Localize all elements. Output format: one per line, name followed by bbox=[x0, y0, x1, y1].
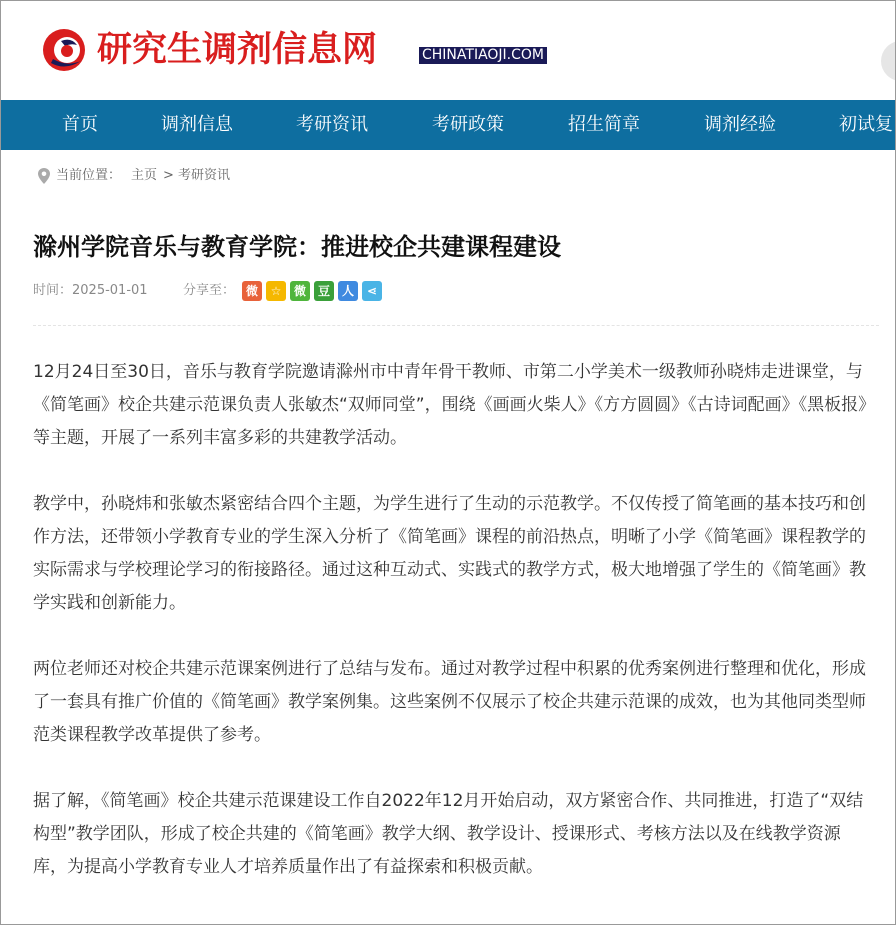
nav-item-kaoyan-news[interactable]: 考研资讯 bbox=[296, 114, 368, 135]
site-logo-text[interactable]: 研究生调剂信息网 bbox=[97, 30, 378, 70]
article-title: 滁州学院音乐与教育学院：推进校企共建课程建设 bbox=[33, 233, 561, 261]
article-time: 时间：2025-01-01 bbox=[33, 283, 148, 298]
breadcrumb-separator: > bbox=[163, 168, 174, 183]
main-nav bbox=[1, 100, 895, 150]
nav-item-admission-brochure[interactable]: 招生简章 bbox=[568, 114, 640, 135]
share-label: 分享至： bbox=[183, 283, 236, 298]
article-paragraph: 教学中，孙晓炜和张敏杰紧密结合四个主题，为学生进行了生动的示范教学。不仅传授了简笔画的基本技巧和创作方法，还带领小学教育专业的学生深入分析了《简笔画》课程的前沿热点，明晰了小学《简笔画》课程教学的实际需求与学校理论学习的衔接路径。通过这种互动式、实践式的教学方式，极大地增强了学生的《简笔画》教学实践和创新能力。 bbox=[33, 494, 866, 613]
renren-icon[interactable]: 人 bbox=[338, 281, 358, 301]
share-more-icon[interactable]: ⋖ bbox=[362, 281, 382, 301]
article-paragraph: 两位老师还对校企共建示范课案例进行了总结与发布。通过对教学过程中积累的优秀案例进行整理和优化，形成了一套具有推广价值的《简笔画》教学案例集。这些案例不仅展示了校企共建示范课的成效，也为其他同类型师范类课程教学改革提供了参考。 bbox=[33, 659, 866, 745]
breadcrumb-current[interactable]: 考研资讯 bbox=[178, 168, 231, 183]
nav-item-tiaoji-experience[interactable]: 调剂经验 bbox=[704, 114, 776, 135]
article-paragraph: 据了解，《简笔画》校企共建示范课建设工作自2022年12月开始启动，双方紧密合作、共同推进，打造了“双结构型”教学团队，形成了校企共建的《简笔画》教学大纲、教学设计、授课形式、考核方法以及在线教学资源库，为提高小学教育专业人才培养质量作出了有益探索和积极贡献。 bbox=[33, 791, 864, 877]
article-paragraph: 12月24日至30日，音乐与教育学院邀请滁州市中青年骨干教师、市第二小学美术一级教师孙晓炜走进课堂，与《简笔画》校企共建示范课负责人张敏杰“双师同堂”，围绕《画画火柴人》《方方圆圆》《古诗词配画》《黑板报》等主题，开展了一系列丰富多彩的共建教学活动。 bbox=[33, 362, 867, 448]
wechat-icon[interactable]: 微 bbox=[290, 281, 310, 301]
site-logo-domain[interactable]: CHINATIAOJI.COM bbox=[419, 47, 547, 64]
article-body bbox=[33, 356, 867, 917]
nav-item-home[interactable]: 首页 bbox=[62, 114, 98, 135]
nav-item-tiaoji-info[interactable]: 调剂信息 bbox=[161, 114, 233, 135]
breadcrumb-home-link[interactable]: 主页 bbox=[131, 168, 158, 183]
qzone-icon[interactable]: ☆ bbox=[266, 281, 286, 301]
nav-item-first-exam[interactable]: 初试复 bbox=[839, 114, 893, 135]
site-logo-icon[interactable] bbox=[41, 27, 87, 73]
breadcrumb-prefix: 当前位置： bbox=[56, 168, 122, 183]
location-pin-icon bbox=[37, 167, 51, 185]
nav-item-kaoyan-policy[interactable]: 考研政策 bbox=[432, 114, 504, 135]
site-header bbox=[1, 1, 895, 100]
douban-icon[interactable]: 豆 bbox=[314, 281, 334, 301]
weibo-icon[interactable]: 微 bbox=[242, 281, 262, 301]
title-divider bbox=[33, 325, 879, 326]
user-avatar-icon[interactable] bbox=[881, 41, 896, 81]
